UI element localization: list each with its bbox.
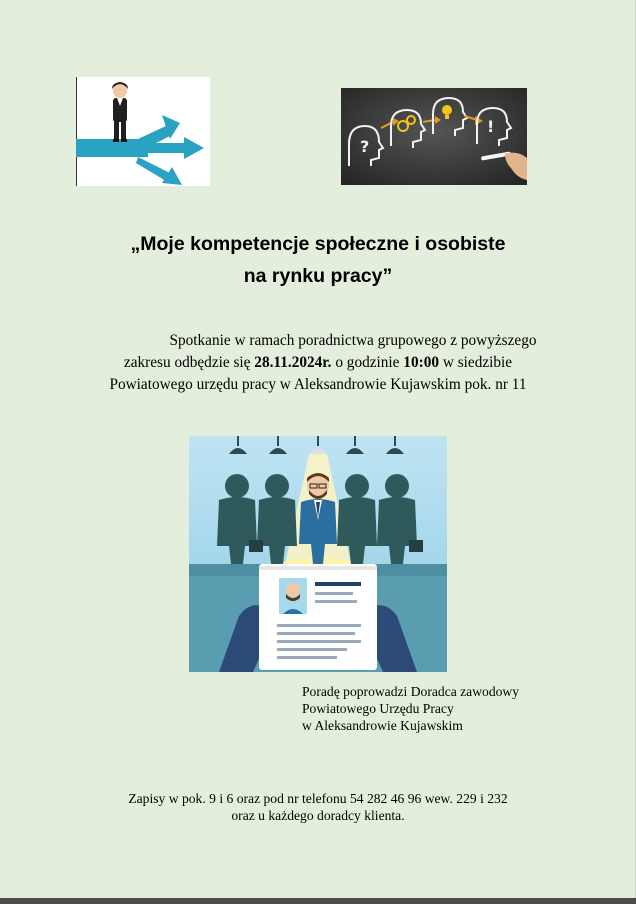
advisor-line-2: Powiatowego Urzędu Pracy: [302, 701, 454, 716]
meeting-info-line-2: [40, 354, 596, 372]
meeting-info-line-3: Powiatowego urzędu pracy w Aleksandrowie Kujawskim pok. nr 11: [109, 376, 527, 393]
registration-line-2: oraz u każdego doradcy klienta.: [231, 808, 405, 823]
job-candidate-icon: [189, 436, 447, 672]
candidate-resume-illustration: [189, 436, 447, 672]
chalkboard-illustration: [341, 88, 527, 185]
thinking-heads-icon: [341, 88, 527, 185]
advisor-line-1: Poradę poprowadzi Doradca zawodowy: [302, 684, 520, 699]
page-bottom-edge: [0, 898, 636, 904]
meeting-info-line-1: Spotkanie w ramach poradnictwa grupowego z powyższego: [169, 332, 537, 349]
crossroads-illustration: [76, 77, 210, 186]
meeting-info-prefix: zakresu odbędzie się: [123, 354, 255, 371]
svg-text:!: !: [487, 117, 495, 136]
meeting-time: 10:00: [403, 354, 439, 371]
meeting-info-middle: o godzinie: [331, 354, 404, 371]
advisor-line-3: w Aleksandrowie Kujawskim: [302, 718, 463, 733]
meeting-date: 28.11.2024r.: [254, 354, 332, 371]
svg-text:?: ?: [360, 137, 370, 156]
meeting-info-suffix: w siedzibie: [439, 354, 513, 371]
page-title-line-2: na rynku pracy”: [243, 265, 393, 287]
crossroads-arrows-icon: [76, 77, 210, 186]
registration-line-1: Zapisy w pok. 9 i 6 oraz pod nr telefonu 54 282 46 96 wew. 229 i 232: [128, 791, 508, 806]
page-title-line-1: „Moje kompetencje społeczne i osobiste: [130, 233, 506, 255]
